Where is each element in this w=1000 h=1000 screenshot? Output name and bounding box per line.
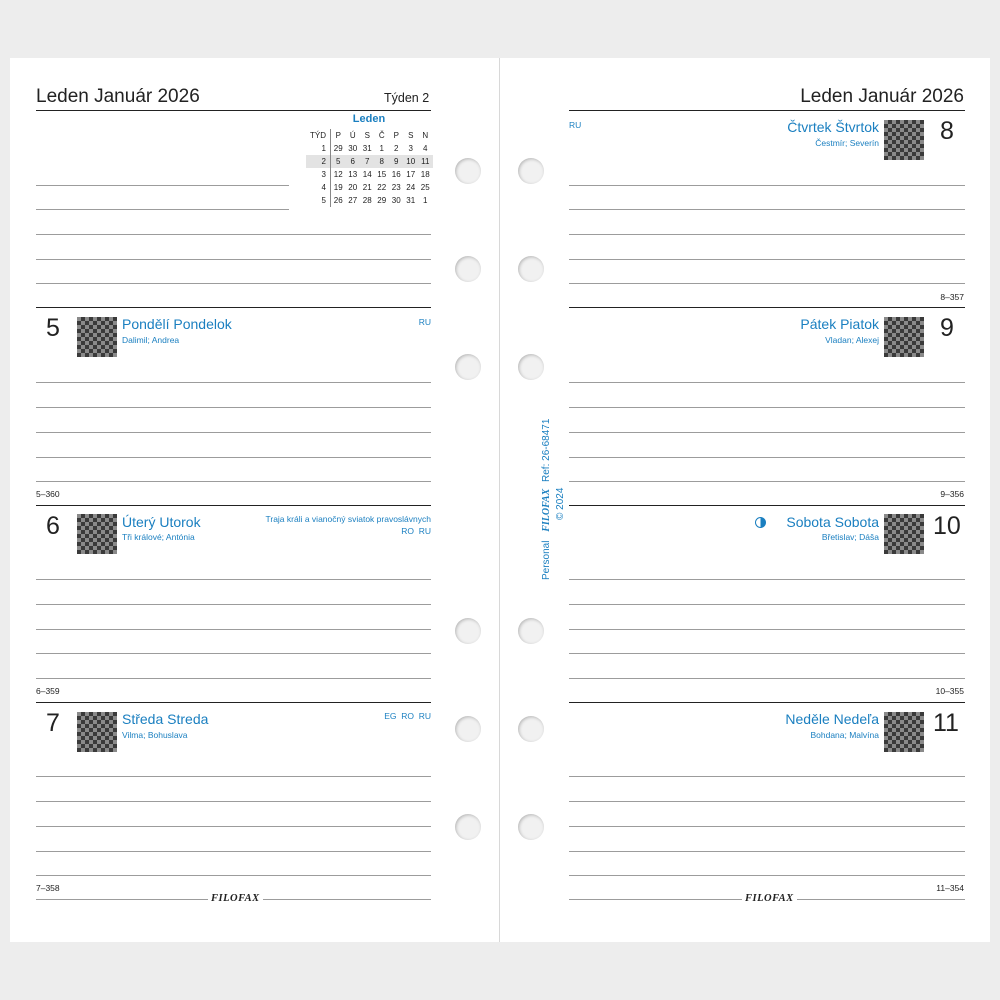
calendar-day-cell: 11 [421,157,430,166]
qr-code-icon [884,514,924,554]
spine-copyright-line [555,488,566,520]
spine-size: Personal [541,540,552,580]
writing-line [36,604,431,605]
writing-line [569,432,965,433]
writing-line [36,826,431,827]
writing-line [569,678,965,679]
name-days: Bohdana; Malvína [810,730,879,740]
qr-code-icon [77,712,117,752]
writing-line [36,234,431,235]
holiday-name: Traja králi a vianočný sviatok pravoslávnych [265,514,431,524]
writing-line [36,481,431,482]
calendar-day-cell: 18 [420,170,430,179]
country-codes: EG RO RU [384,711,431,721]
writing-line [36,185,289,186]
writing-line [36,875,431,876]
mini-calendar-grid [306,129,433,207]
country-codes: RU [569,120,582,130]
binder-hole [518,158,544,184]
day-count: 5–360 [36,489,60,499]
day-divider [569,505,965,506]
calendar-week-number: 3 [306,168,331,181]
day-count: 11–354 [936,883,964,893]
calendar-day-cell: 9 [394,157,399,166]
writing-line [569,382,965,383]
day-name: Čtvrtek Štvrtok [787,119,879,135]
writing-line [36,801,431,802]
calendar-day-cell: 13 [348,170,358,179]
writing-line [36,457,431,458]
calendar-day-cell: 28 [362,196,372,205]
day-divider [569,702,965,703]
calendar-header-cell: P [393,131,399,140]
day-divider [569,307,965,308]
binder-hole [455,618,481,644]
writing-line [569,629,965,630]
writing-line [36,432,431,433]
qr-code-icon [884,317,924,357]
writing-line [569,209,965,210]
mini-calendar-title: Leden [352,113,386,125]
calendar-day-cell: 31 [406,196,416,205]
day-count: 10–355 [935,686,964,696]
writing-line [569,826,965,827]
binder-hole [518,716,544,742]
name-days: Dalimil; Andrea [122,335,180,345]
mini-calendar-week-row [306,194,433,207]
writing-line [569,776,965,777]
writing-line [36,283,431,284]
calendar-day-cell: 20 [348,183,358,192]
day-number: 6 [46,512,60,540]
calendar-day-cell: 30 [391,196,401,205]
calendar-day-cell: 2 [394,144,399,153]
qr-code-icon [77,514,117,554]
spine-ref: Ref: 26-68471 [541,418,552,482]
mini-calendar-week-row [306,181,433,194]
left-page-title: Leden Január 2026 [36,86,200,107]
mini-calendar-header-row [306,129,433,142]
day-number: 11 [933,709,959,737]
writing-line [569,407,965,408]
day-divider [36,702,431,703]
calendar-day-cell: 17 [406,170,416,179]
calendar-header-cell: S [408,131,414,140]
day-name: Neděle Nedeľa [785,711,879,727]
calendar-day-cell: 29 [377,196,387,205]
calendar-day-cell: 19 [333,183,343,192]
mini-calendar-week-row [306,142,433,155]
name-days: Tři králové; Antónia [122,532,195,542]
calendar-day-cell: 29 [333,144,343,153]
calendar-day-cell: 15 [377,170,387,179]
writing-line [36,407,431,408]
calendar-header-cell: Č [378,131,385,140]
calendar-day-cell: 27 [348,196,358,205]
calendar-header-cell: P [335,131,341,140]
writing-line [569,185,965,186]
spine-copyright: © 2024 [555,487,566,520]
country-codes: RU [418,317,431,327]
calendar-day-cell: 16 [391,170,401,179]
week-number: Týden 2 [384,91,430,105]
day-count: 8–357 [940,292,964,302]
calendar-day-cell: 4 [423,144,428,153]
qr-code-icon [77,317,117,357]
calendar-header-cell: S [364,131,370,140]
day-divider [36,505,431,506]
calendar-day-cell: 7 [365,157,370,166]
day-name: Pondělí Pondelok [122,316,232,332]
calendar-day-cell: 26 [333,196,343,205]
name-days: Břetislav; Dáša [821,532,879,542]
page-fold [499,58,500,942]
writing-line [36,579,431,580]
day-divider [36,307,431,308]
calendar-day-cell: 21 [362,183,372,192]
mini-calendar-week-row [306,168,433,181]
binder-hole [518,618,544,644]
calendar-day-cell: 5 [336,157,341,166]
name-days: Vilma; Bohuslava [122,730,188,740]
writing-line [569,653,965,654]
spine-imprint [541,419,552,580]
day-count: 6–359 [36,686,60,696]
binder-hole [455,716,481,742]
day-number: 8 [940,117,954,145]
writing-line [569,283,965,284]
calendar-day-cell: 12 [333,170,343,179]
writing-line [36,209,289,210]
qr-code-icon [884,120,924,160]
calendar-header-cell: N [422,131,429,140]
qr-code-icon [884,712,924,752]
right-page-title: Leden Január 2026 [800,86,964,107]
calendar-day-cell: 3 [408,144,413,153]
writing-line [36,629,431,630]
calendar-day-cell: 14 [362,170,372,179]
calendar-day-cell: 23 [391,183,401,192]
day-name: Pátek Piatok [800,316,879,332]
binder-hole [455,814,481,840]
calendar-header-cell: Ú [349,131,356,140]
writing-line [569,234,965,235]
writing-line [569,457,965,458]
day-count: 9–356 [940,489,964,499]
binder-hole [518,814,544,840]
calendar-day-cell: 22 [377,183,387,192]
writing-line [569,801,965,802]
day-number: 10 [933,512,961,540]
calendar-day-cell: 24 [406,183,416,192]
calendar-week-number: 4 [306,181,331,194]
writing-line [569,851,965,852]
writing-line [36,776,431,777]
day-number: 9 [940,314,954,342]
writing-line [36,382,431,383]
calendar-day-cell: 30 [348,144,358,153]
filofax-logo: FILOFAX [742,893,797,904]
binder-hole [455,354,481,380]
spine-brand: FILOFAX [541,488,552,532]
binder-hole [455,256,481,282]
writing-line [36,259,431,260]
calendar-day-cell: 31 [362,144,372,153]
day-number: 5 [46,314,60,342]
day-name: Úterý Utorok [122,514,201,530]
country-codes: RO RU [401,526,431,536]
binder-hole [518,256,544,282]
day-count: 7–358 [36,883,60,893]
header-rule [36,110,431,111]
calendar-day-cell: 1 [423,196,428,205]
calendar-week-number: 1 [306,142,331,155]
filofax-logo: FILOFAX [208,893,263,904]
calendar-week-number: 5 [306,194,331,207]
mini-calendar-week-row [306,155,433,168]
day-name: Středa Streda [122,711,209,727]
name-days: Vladan; Alexej [825,335,879,345]
day-number: 7 [46,709,60,737]
right-page [500,58,990,942]
binder-hole [518,354,544,380]
writing-line [36,653,431,654]
calendar-day-cell: 25 [420,183,430,192]
calendar-header-cell: TÝD [306,129,331,142]
calendar-day-cell: 10 [406,157,416,166]
calendar-day-cell: 6 [350,157,355,166]
name-days: Čestmír; Severín [815,138,879,148]
calendar-week-number: 2 [306,155,331,168]
writing-line [569,481,965,482]
header-rule [569,110,965,111]
writing-line [569,259,965,260]
first-quarter-moon-icon [755,517,766,528]
calendar-day-cell: 1 [379,144,384,153]
writing-line [569,579,965,580]
writing-line [36,678,431,679]
day-name: Sobota Sobota [786,514,879,530]
writing-line [569,604,965,605]
writing-line [569,875,965,876]
calendar-day-cell: 8 [379,157,384,166]
binder-hole [455,158,481,184]
writing-line [36,851,431,852]
